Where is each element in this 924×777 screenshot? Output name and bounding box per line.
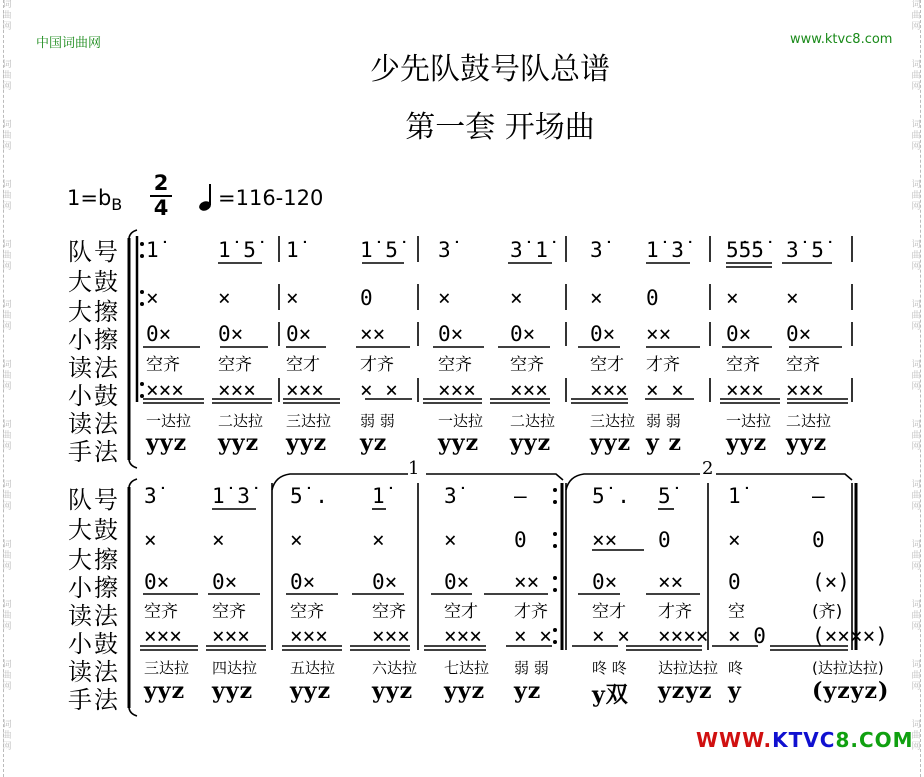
system1-shoufa-cell: yyz	[590, 430, 632, 456]
system2-dufa2-cell: 四达拉	[212, 659, 258, 677]
system2-duihao-cell: 1̇	[728, 484, 741, 508]
watermark-text: 词曲网	[2, 540, 12, 572]
system1-xiaogu-cell: ×××	[590, 378, 628, 402]
system2-dagu-cell: 0	[812, 528, 825, 552]
system2-shoufa-cell: yyz	[372, 678, 414, 704]
label-shoufa-2: 手法	[68, 686, 120, 714]
volta-2: 2	[702, 458, 714, 479]
system2-dufa2-cell: 弱 弱	[514, 659, 549, 677]
label-dufa2-2: 读法	[68, 658, 120, 686]
system1-shoufa-cell: yyz	[146, 430, 188, 456]
watermark-text: 词曲网	[2, 360, 12, 392]
system2-xiaocha-cell: 0	[728, 570, 741, 594]
system1-xiaogu-cell: ×××	[726, 378, 764, 402]
system1-duihao-cell: 3̇	[590, 238, 603, 262]
system1-dagu-cell: ×	[786, 286, 799, 310]
system1-dufa2-cell: 二达拉	[218, 412, 264, 430]
system2-xiaocha-cell: 0×	[212, 570, 238, 594]
system1-duihao-cell: 1̇ 5̇	[218, 238, 256, 262]
system1-shoufa-cell: yyz	[218, 430, 260, 456]
system2-duihao-cell: 1̇	[372, 484, 385, 508]
system2-duihao-cell: —	[514, 484, 527, 508]
site-name-left: 中国词曲网	[36, 36, 102, 51]
watermark-text: 词曲网	[2, 480, 12, 512]
system2-dagu-cell: ××	[592, 528, 618, 552]
system1-dagu-cell: ×	[218, 286, 231, 310]
system1-dufa2-cell: 一达拉	[726, 412, 772, 430]
system1-xiaogu-cell: ×××	[438, 378, 476, 402]
system2-duihao-cell: 3̇	[444, 484, 457, 508]
system2-xiaocha-cell: 0×	[372, 570, 398, 594]
system1-xiaocha-cell: 0×	[786, 322, 812, 346]
footer-part-3: 8.COM	[835, 728, 914, 752]
system1-duihao-cell: 3̇ 1̇	[510, 238, 548, 262]
label-xiaocha-1: 小擦	[68, 326, 120, 354]
system2-xiaocha-cell: 0×	[444, 570, 470, 594]
system2-duihao-cell: 5̇ .	[290, 484, 328, 508]
system1-duihao-cell: 1̇	[286, 238, 299, 262]
system2-xiaogu-cell: ×××	[290, 624, 328, 648]
system1-shoufa-cell: yyz	[726, 430, 768, 456]
system2-xiaogu-cell: ××××	[658, 624, 709, 648]
system1-dufa-cell: 空才	[286, 355, 320, 375]
system1-duihao-cell: 1̇	[146, 238, 159, 262]
label-dagu-1: 大鼓	[68, 268, 120, 296]
watermark-text: 词曲网	[2, 300, 12, 332]
watermark-text: 词曲网	[911, 480, 921, 512]
system2-dufa-cell: 空才	[592, 602, 626, 622]
label-dufa-2: 读法	[68, 602, 120, 630]
system1-dufa-cell: 空齐	[218, 355, 252, 375]
system2-duihao-cell: —	[812, 484, 825, 508]
watermark-text: 词曲网	[911, 420, 921, 452]
system1-xiaogu-cell: ×××	[286, 378, 324, 402]
system2-shoufa-cell: yyz	[212, 678, 254, 704]
system2-shoufa-cell: yz	[514, 678, 542, 704]
system1-xiaogu-cell: ×××	[146, 378, 184, 402]
system2-dagu-cell: ×	[372, 528, 385, 552]
system1-shoufa-cell: yyz	[438, 430, 480, 456]
system2-dufa2-cell: (达拉达拉)	[812, 659, 884, 677]
watermark-text: 词曲网	[2, 600, 12, 632]
system2-shoufa-cell: yyz	[290, 678, 332, 704]
footer-part-2: KTVC	[772, 728, 836, 752]
system2-dufa-cell: 空齐	[290, 602, 324, 622]
system2-dufa-cell: 空齐	[144, 602, 178, 622]
system2-dufa-cell: 空	[728, 602, 745, 622]
system2-xiaogu-cell: ×××	[444, 624, 482, 648]
watermark-text: 词曲网	[911, 540, 921, 572]
system2-xiaogu-cell: ×××	[212, 624, 250, 648]
system1-dufa2-cell: 二达拉	[786, 412, 832, 430]
label-xiaogu-2: 小鼓	[68, 630, 120, 658]
system2-dagu-cell: 0	[514, 528, 527, 552]
watermark-text: 词曲网	[2, 420, 12, 452]
system2-xiaogu-cell: (××××)	[812, 624, 888, 648]
system2-dagu-cell: 0	[658, 528, 671, 552]
system2-dagu-cell: ×	[290, 528, 303, 552]
system2-xiaocha-cell: (×)	[812, 570, 850, 594]
system1-dufa-cell: 空齐	[146, 355, 180, 375]
label-dacha-2: 大擦	[68, 546, 120, 574]
time-top: 2	[153, 171, 169, 195]
system1-dufa-cell: 空才	[590, 355, 624, 375]
watermark-text: 词曲网	[2, 180, 12, 212]
system2-shoufa-cell: yyz	[444, 678, 486, 704]
watermark-text: 词曲网	[2, 240, 12, 272]
system1-xiaocha-cell: 0×	[286, 322, 312, 346]
system1-xiaocha-cell: 0×	[438, 322, 464, 346]
volta-1: 1	[408, 458, 420, 479]
page-subtitle: 第一套 开场曲	[405, 110, 595, 145]
system1-xiaogu-cell: ×××	[510, 378, 548, 402]
system1-dagu-cell: ×	[510, 286, 523, 310]
system2-shoufa-cell: y双	[592, 682, 629, 708]
system2-dagu-cell: ×	[444, 528, 457, 552]
system2-xiaogu-cell: × ×	[514, 624, 552, 648]
label-xiaogu-1: 小鼓	[68, 382, 120, 410]
system2-dagu-cell: ×	[728, 528, 741, 552]
key-prefix: 1=b	[67, 186, 112, 210]
label-dufa-1: 读法	[68, 354, 120, 382]
watermark-text: 词曲网	[911, 720, 921, 752]
system2-dufa-cell: 空齐	[372, 602, 406, 622]
system2-dagu-cell: ×	[212, 528, 225, 552]
watermark-text: 词曲网	[2, 120, 12, 152]
system2-dufa-cell: 空才	[444, 602, 478, 622]
key-sub: B	[111, 195, 123, 215]
system1-dufa2-cell: 一达拉	[146, 412, 192, 430]
system2-duihao-cell: 5̇	[658, 484, 671, 508]
system1-xiaocha-cell: 0×	[218, 322, 244, 346]
system2-dufa-cell: (齐)	[812, 602, 843, 622]
system2-shoufa-cell: (yzyz)	[812, 678, 890, 704]
label-duihao-2: 队号	[68, 486, 120, 514]
system2-xiaogu-cell: ×××	[372, 624, 410, 648]
system2-xiaocha-cell: 0×	[144, 570, 170, 594]
watermark-text: 词曲网	[2, 0, 12, 32]
system1-xiaocha-cell: 0×	[590, 322, 616, 346]
label-xiaocha-2: 小擦	[68, 574, 120, 602]
system1-xiaocha-cell: 0×	[146, 322, 172, 346]
watermark-text: 词曲网	[911, 600, 921, 632]
system1-dufa-cell: 才齐	[646, 355, 680, 375]
label-shoufa-1: 手法	[68, 438, 120, 466]
system2-shoufa-cell: y	[728, 678, 742, 704]
system1-dufa2-cell: 弱 弱	[646, 412, 681, 430]
system1-xiaocha-cell: 0×	[510, 322, 536, 346]
system2-dufa2-cell: 达拉达拉	[658, 659, 719, 677]
system2-duihao-cell: 1̇ 3̇	[212, 484, 250, 508]
system1-dufa2-cell: 二达拉	[510, 412, 556, 430]
tempo-value: =116-120	[218, 186, 324, 210]
system1-dufa2-cell: 三达拉	[286, 412, 332, 430]
site-url-right: www.ktvc8.com	[790, 32, 893, 47]
system2-xiaogu-cell: × 0	[728, 624, 766, 648]
system1-xiaocha-cell: 0×	[726, 322, 752, 346]
system2-duihao-cell: 3̇	[144, 484, 157, 508]
system2-xiaogu-cell: ×××	[144, 624, 182, 648]
system1-dagu-cell: ×	[438, 286, 451, 310]
system1-xiaocha-cell: ××	[646, 322, 672, 346]
system2-dufa2-cell: 三达拉	[144, 659, 190, 677]
system2-xiaocha-cell: ××	[658, 570, 684, 594]
footer-part-1: WWW.	[696, 728, 773, 752]
system2-dufa2-cell: 咚 咚	[592, 659, 627, 677]
system1-dufa-cell: 空齐	[726, 355, 760, 375]
system1-duihao-cell: 5̇5̇5̇	[726, 238, 764, 262]
page-title: 少先队鼓号队总谱	[370, 52, 610, 87]
system1-dagu-cell: 0	[646, 286, 659, 310]
watermark-text: 词曲网	[911, 180, 921, 212]
system1-duihao-cell: 1̇ 3̇	[646, 238, 684, 262]
system1-dufa-cell: 才齐	[360, 355, 394, 375]
system2-xiaocha-cell: 0×	[290, 570, 316, 594]
system2-dufa-cell: 才齐	[658, 602, 692, 622]
watermark-text: 词曲网	[2, 720, 12, 752]
system1-xiaogu-cell: ×××	[786, 378, 824, 402]
system1-duihao-cell: 3̇	[438, 238, 451, 262]
system1-shoufa-cell: yz	[360, 430, 388, 456]
system1-duihao-cell: 1̇ 5̇	[360, 238, 398, 262]
system2-xiaogu-cell: × ×	[592, 624, 630, 648]
system2-dufa-cell: 才齐	[514, 602, 548, 622]
system1-shoufa-cell: yyz	[786, 430, 828, 456]
system2-dufa2-cell: 咚	[728, 659, 744, 677]
footer-url	[696, 728, 914, 752]
label-duihao-1: 队号	[68, 238, 120, 266]
system2-dufa2-cell: 六达拉	[372, 659, 418, 677]
watermark-text: 词曲网	[911, 240, 921, 272]
system1-dufa2-cell: 一达拉	[438, 412, 484, 430]
watermark-text: 词曲网	[911, 660, 921, 692]
label-dacha-1: 大擦	[68, 298, 120, 326]
watermark-text: 词曲网	[911, 0, 921, 32]
system2-dagu-cell: ×	[144, 528, 157, 552]
system1-xiaogu-cell: ×××	[218, 378, 256, 402]
watermark-text: 词曲网	[2, 660, 12, 692]
time-bottom: 4	[153, 196, 169, 220]
system1-shoufa-cell: y z	[646, 430, 682, 456]
system1-dufa-cell: 空齐	[510, 355, 544, 375]
system2-dufa2-cell: 五达拉	[290, 659, 336, 677]
system2-shoufa-cell: yyz	[144, 678, 186, 704]
watermark-text: 词曲网	[911, 360, 921, 392]
system1-duihao-cell: 3̇ 5̇	[786, 238, 824, 262]
system2-shoufa-cell: yzyz	[658, 678, 713, 704]
system1-shoufa-cell: yyz	[286, 430, 328, 456]
label-dagu-2: 大鼓	[68, 516, 120, 544]
system2-xiaocha-cell: 0×	[592, 570, 618, 594]
system1-dufa-cell: 空齐	[438, 355, 472, 375]
system1-dagu-cell: ×	[146, 286, 159, 310]
system1-xiaogu-cell: × ×	[646, 378, 684, 402]
watermark-text: 词曲网	[2, 60, 12, 92]
system1-dagu-cell: ×	[590, 286, 603, 310]
system1-dufa-cell: 空齐	[786, 355, 820, 375]
watermark-text: 词曲网	[911, 300, 921, 332]
system2-dufa-cell: 空齐	[212, 602, 246, 622]
system1-dufa2-cell: 三达拉	[590, 412, 636, 430]
system1-xiaogu-cell: × ×	[360, 378, 398, 402]
system1-xiaocha-cell: ××	[360, 322, 386, 346]
system1-dagu-cell: 0	[360, 286, 373, 310]
system2-duihao-cell: 5̇ .	[592, 484, 630, 508]
watermark-text: 词曲网	[911, 60, 921, 92]
system1-dagu-cell: ×	[726, 286, 739, 310]
watermark-text: 词曲网	[911, 120, 921, 152]
system2-dufa2-cell: 七达拉	[444, 659, 490, 677]
system2-xiaocha-cell: ××	[514, 570, 540, 594]
system1-shoufa-cell: yyz	[510, 430, 552, 456]
system1-dagu-cell: ×	[286, 286, 299, 310]
label-dufa2-1: 读法	[68, 410, 120, 438]
system1-dufa2-cell: 弱 弱	[360, 412, 395, 430]
